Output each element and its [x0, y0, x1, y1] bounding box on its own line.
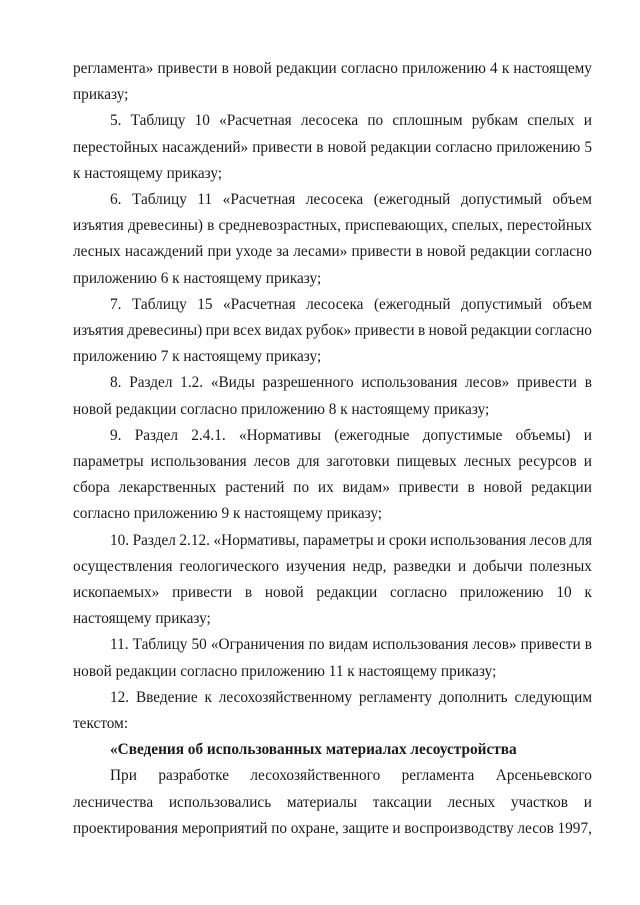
text-line: новой редакции согласно приложению 8 к настоящему приказу;	[73, 400, 490, 418]
text-line: изъятия древесины) в средневозрастных, приспевающих, спелых, перестойных	[73, 217, 592, 235]
text-line: 6. Таблицу 11 «Расчетная лесосека (ежегодный допустимый объем	[110, 191, 592, 208]
text-line: параметры использования лесов для заготовки пищевых лесных ресурсов и	[73, 453, 592, 470]
text-line: настоящему приказу;	[73, 610, 211, 628]
text-line: 12. Введение к лесохозяйственному регламенту дополнить следующим	[110, 688, 592, 706]
text-line: При разработке лесохозяйственного регламента Арсеньевского	[110, 767, 592, 785]
text-line: новой редакции согласно приложению 11 к настоящему приказу;	[73, 662, 497, 680]
text-line: к настоящему приказу;	[73, 164, 223, 182]
text-line: изъятия древесины) при всех видах рубок» привести в новой редакции согласно	[73, 322, 592, 339]
text-line: приказу;	[73, 86, 129, 104]
text-line: приложению 6 к настоящему приказу;	[73, 269, 322, 287]
text-line: перестойных насаждений» привести в новой редакции согласно приложению 5	[73, 138, 592, 156]
text-line: осуществления геологического изучения недр, разведки и добычи полезных	[73, 557, 592, 575]
section-heading: «Сведения об использованных материалах лесоустройства	[110, 741, 517, 759]
text-line: сбора лекарственных растений по их видам» привести в новой редакции	[73, 479, 592, 497]
text-line: текстом:	[73, 715, 129, 732]
text-line: 10. Раздел 2.12. «Нормативы, параметры и сроки использования лесов для	[110, 531, 592, 549]
text-line: 7. Таблицу 15 «Расчетная лесосека (ежегодный допустимый объем	[110, 295, 592, 313]
text-line: приложению 7 к настоящему приказу;	[73, 348, 322, 366]
text-line: 5. Таблицу 10 «Расчетная лесосека по сплошным рубкам спелых и	[110, 112, 592, 130]
text-line: 11. Таблицу 50 «Ограничения по видам использования лесов» привести в	[110, 636, 592, 654]
text-line: согласно приложению 9 к настоящему приказу;	[73, 505, 383, 523]
text-line: лесных насаждений при уходе за лесами» привести в новой редакции согласно	[73, 243, 592, 261]
text-line: ископаемых» привести в новой редакции согласно приложению 10 к	[73, 584, 592, 601]
text-line: 9. Раздел 2.4.1. «Нормативы (ежегодные допустимые объемы) и	[110, 426, 592, 444]
text-line: регламента» привести в новой редакции согласно приложению 4 к настоящему	[73, 60, 592, 77]
text-line: проектирования мероприятий по охране, защите и воспроизводству лесов 1997,	[73, 819, 592, 837]
text-line: 8. Раздел 1.2. «Виды разрешенного использования лесов» привести в	[110, 374, 592, 392]
text-line: лесничества использовались материалы таксации лесных участков и	[73, 793, 592, 811]
